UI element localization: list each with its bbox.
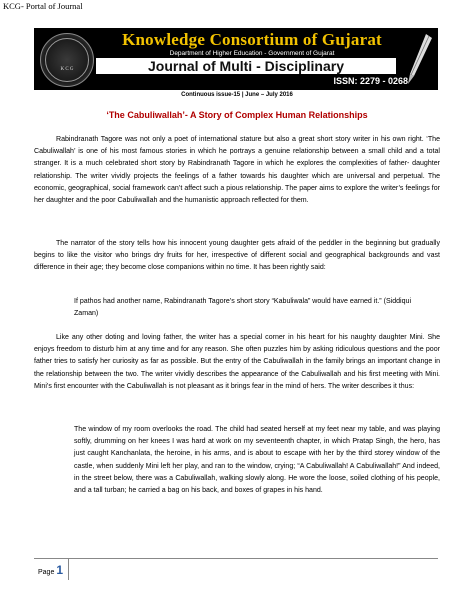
article-title: ‘The Cabuliwallah’- A Story of Complex Human Relationships [106, 110, 368, 120]
footer-divider [34, 558, 438, 559]
story-excerpt: The window of my room overlooks the road. The child had seated herself at my feet near my table, and was playing softly, drumming on her knees I was hard at work on my seventeenth chapter, in which Pratap Singh, the hero, has just caught Kanchanlata, the heroine, in his arms, and is about to escape with her by the third storey window of the castle, when suddenly Mini left her play, and ran to the window, crying; “A Cabuliwallah! A Cabuliwallah!” And indeed, in the street below, there was a Cabuliwallah, walking slowly along. He wore the loose, soiled clothing of his people, and a tall turban; he carried a bag on his back, and boxes of grapes in his hand. [74, 426, 440, 495]
paragraph-narrator: The narrator of the story tells how his innocent young daughter gets afraid of the peddler in the beginning but gradually begins to like the visitor who brings dry fruits for her, irrespective of different social and geographical backgrounds and vast difference in their age; they become close companions within no time. It has been rightly said: [34, 240, 440, 272]
journal-banner [34, 28, 438, 90]
page-footer [38, 563, 63, 577]
page-number: 1 [56, 563, 63, 577]
issue-info: Continuous issue-15 | June – July 2016 [181, 92, 293, 98]
seal-text: K C G [60, 67, 74, 72]
page-label: Page [38, 569, 55, 576]
paragraph-intro: Rabindranath Tagore was not only a poet of international stature but also a great short story writer in his own right. ‘The Cabuliwallah’ is one of his most famous stories in which he portrays a genuine relationship between a small child and a total stranger. It is a much celebrated short story by Rabindranath Tagore in which he explores the complexities of father- daughter relationship. The writer vividly projects the feelings of a father towards his daughter which are universal and perpetual. The economic, geographical, social framework can’t affect such a pious relationship. The paper aims to explore the writer’s feelings for her daughter and the poor Cabuliwallah and the humanistic approach reflected for them. [34, 136, 440, 205]
banner-journal-name: Journal of Multi - Disciplinary [96, 58, 396, 74]
banner-issn: ISSN: 2279 - 0268 [333, 76, 408, 86]
banner-subtitle: Department of Higher Education - Government of Gujarat [169, 50, 335, 57]
fountain-pen-icon [402, 32, 436, 86]
portal-header: KCG- Portal of Journal [3, 1, 83, 11]
banner-title: Knowledge Consortium of Gujarat [122, 30, 382, 49]
footer-separator [68, 558, 69, 580]
paragraph-father: Like any other doting and loving father, the writer has a special corner in his heart for his naughty daughter Mini. She enjoys freedom to disturb him at any time and for any reason. She often puzzles him by asking ridiculous questions and the poor father tries to satisfy her curiosity as far as possible. But the entry of the Cabuliwallah in the family brings an important change in the relationship between the two. The writer vividly describes the appearance of the Cabuliwallah and his first meeting with Mini. Mini’s first encounter with the Cabuliwallah is not pleasant as it brings fear in the mind of hers. The writer describes it thus: [34, 334, 440, 390]
block-quote: If pathos had another name, Rabindranath Tagore’s short story “Kabuliwala” would have earned it.” (Siddiqui Zaman) [74, 298, 412, 318]
kcg-seal-icon [40, 33, 94, 87]
